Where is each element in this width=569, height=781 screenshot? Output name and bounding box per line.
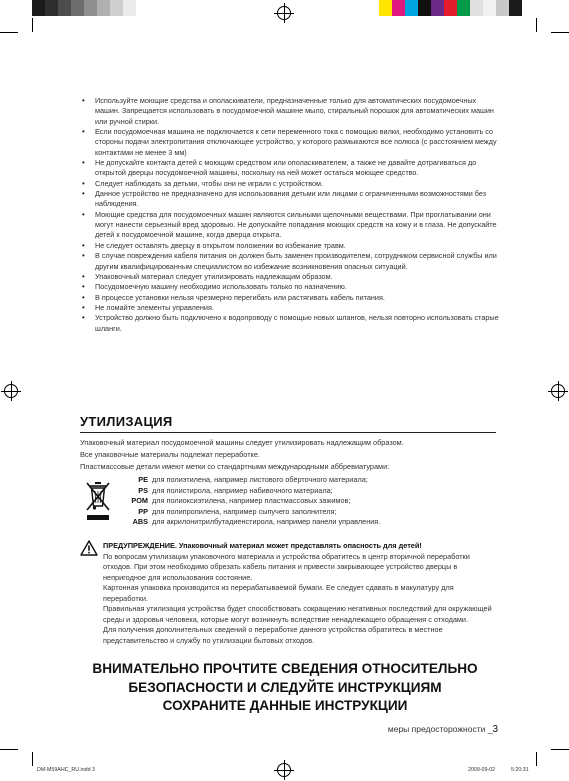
disposal-paragraph: Упаковочный материал посудомоечной машины следует утилизировать надлежащим образом. xyxy=(80,438,404,447)
section-divider xyxy=(80,432,496,433)
color-swatch xyxy=(509,0,522,16)
color-swatch xyxy=(457,0,470,16)
crop-mark xyxy=(551,749,569,750)
page-footer xyxy=(388,724,498,735)
important-notice-line: СОХРАНИТЕ ДАННЫЕ ИНСТРУКЦИИ xyxy=(162,698,408,713)
warning-triangle-icon xyxy=(80,540,98,556)
color-swatch xyxy=(431,0,444,16)
list-item: • Посудомоечную машину необходимо использовать только по назначению. xyxy=(80,282,500,292)
registration-mark-icon xyxy=(551,384,565,398)
gray-swatch xyxy=(84,0,97,16)
print-date: 2009-09-02 xyxy=(468,767,496,773)
color-swatch xyxy=(379,0,392,16)
footer-section-label: меры предосторожности _ xyxy=(387,724,493,734)
warning-heading: ПРЕДУПРЕЖДЕНИЕ. Упаковочный материал может представлять опасность для детей! xyxy=(103,541,422,550)
list-item: • Устройство должно быть подключено к водопроводу с помощью новых шлангов, нельзя повторно использовать старые шланги. xyxy=(80,313,500,334)
print-time: 5:20:31 xyxy=(511,767,529,773)
crossed-out-bin-icon xyxy=(84,480,112,522)
abbreviation-description: для полиоксиэтилена, например пластмассовых зажимов; xyxy=(152,496,351,506)
color-swatch xyxy=(392,0,405,16)
abbreviation-description: для полистирола, например набивочного материала; xyxy=(152,485,333,495)
crop-mark xyxy=(32,18,33,32)
warning-block xyxy=(103,541,495,646)
list-item: • Данное устройство не предназначено для использования детьми или лицами с ограниченными возможностями без наблюдения. xyxy=(80,189,500,210)
list-item: • Используйте моющие средства и ополаскиватели, предназначенные только для автоматических посудомоечных машин. Запрещается использовать в посудомоечной машине мыло, стиральный порошок для автоматических машин или ручной стирки. xyxy=(80,96,500,127)
abbreviation-code: PP xyxy=(138,506,148,516)
gray-swatch xyxy=(45,0,58,16)
warning-paragraph: Для получения дополнительных сведений о переработке данного устройства обратитесь в местное представительство и службу по утилизации бытовых отходов. xyxy=(103,625,443,645)
print-file-name: DM-M59AHC_RU.indd 3 xyxy=(37,767,95,773)
registration-mark-icon xyxy=(277,6,291,20)
abbreviation-description: для полипропилена, например сыпучего заполнителя; xyxy=(152,506,337,516)
crop-mark xyxy=(551,32,569,33)
page-number: 3 xyxy=(492,724,498,735)
abbreviation-code: PS xyxy=(138,485,148,495)
list-item: • Не следует оставлять дверцу в открытом положении во избежание травм. xyxy=(80,241,500,251)
disposal-paragraph: Все упаковочные материалы подлежат переработке. xyxy=(80,450,260,459)
list-item: • Не ломайте элементы управления. xyxy=(80,303,500,313)
list-item: • Следует наблюдать за детьми, чтобы они не играли с устройством. xyxy=(80,179,500,189)
warning-paragraph: Картонная упаковка производится из перерабатываемой бумаги. Ее следует сдавать в макулатуру для переработки. xyxy=(103,583,454,603)
list-item: • Моющие средства для посудомоечных машин являются сильными щелочными веществами. При проглатывании они могут нанести серьезный вред здоровью. Не допускайте попадания моющих средств на кожу и в глаза. Не допускайте детей к посудомоечной машине, когда дверца открыта. xyxy=(80,210,500,241)
list-item: • Не допускайте контакта детей с моющим средством или ополаскивателем, а также не давайте дотрагиваться до открытой дверцы посудомоечной машины, поскольку на ней может остаться моющее средство. xyxy=(80,158,500,179)
crop-mark xyxy=(0,32,18,33)
warning-paragraph: Правильная утилизация устройства будет способствовать сокращению негативных последствий для окружающей среды и здоровья человека, которые могут возникнуть вследствие ненадлежащего обращения с отходами. xyxy=(103,604,492,624)
list-item: • Если посудомоечная машина не подключается к сети переменного тока с помощью вилки, необходимо установить со стороны подачи электропитания отключающее устройство, у которого размыкаются все полюса (с расстоянием между контактами не менее 3 мм) xyxy=(80,127,500,158)
gray-swatch xyxy=(32,0,45,16)
crop-mark xyxy=(0,749,18,750)
color-swatch xyxy=(418,0,431,16)
gray-swatch xyxy=(123,0,136,16)
safety-bullet-list xyxy=(80,96,500,334)
color-swatch xyxy=(444,0,457,16)
crop-mark xyxy=(32,752,33,766)
registration-mark-icon xyxy=(4,384,18,398)
important-notice xyxy=(60,660,510,716)
color-swatch xyxy=(496,0,509,16)
color-swatch xyxy=(470,0,483,16)
abbreviation-description: для полиэтилена, например листового обёрточного материала; xyxy=(152,475,368,484)
list-item: • Упаковочный материал следует утилизировать надлежащим образом. xyxy=(80,272,500,282)
color-swatch xyxy=(405,0,418,16)
registration-mark-icon xyxy=(277,763,291,777)
crop-mark xyxy=(536,752,537,766)
list-item: • В процессе установки нельзя чрезмерно перегибать или растягивать кабель питания. xyxy=(80,293,500,303)
gray-swatch xyxy=(58,0,71,16)
section-title: УТИЛИЗАЦИЯ xyxy=(80,414,173,429)
disposal-paragraph: Пластмассовые детали имеют метки со стандартными международными аббревиатурами: xyxy=(80,462,390,471)
gray-swatch xyxy=(71,0,84,16)
abbreviation-code: PE xyxy=(138,475,148,484)
abbreviation-code: ABS xyxy=(132,517,148,527)
abbreviation-description: для акрилонитрилбутадиенстирола, например панели управления. xyxy=(152,517,381,527)
abbreviation-code: POM xyxy=(131,496,148,506)
gray-swatch xyxy=(110,0,123,16)
warning-paragraph: По вопросам утилизации упаковочного материала и устройства обратитесь в центр вторичной переработки отходов. При этом необходимо обрезать кабель питания и привести закрывающее устройство дверцы в непригодное для использования состояние. xyxy=(103,551,470,582)
gray-swatch xyxy=(97,0,110,16)
color-swatch xyxy=(483,0,496,16)
list-item: • В случае повреждения кабеля питания он должен быть заменен производителем, сотрудником сервисной службы или другим квалифицированным специалистом во избежание возникновения опасных ситуаций. xyxy=(80,251,500,272)
important-notice-line: БЕЗОПАСНОСТИ И СЛЕДУЙТЕ ИНСТРУКЦИЯМ xyxy=(128,679,442,695)
important-notice-line: ВНИМАТЕЛЬНО ПРОЧТИТЕ СВЕДЕНИЯ ОТНОСИТЕЛЬНО xyxy=(92,661,478,676)
crop-mark xyxy=(536,18,537,32)
